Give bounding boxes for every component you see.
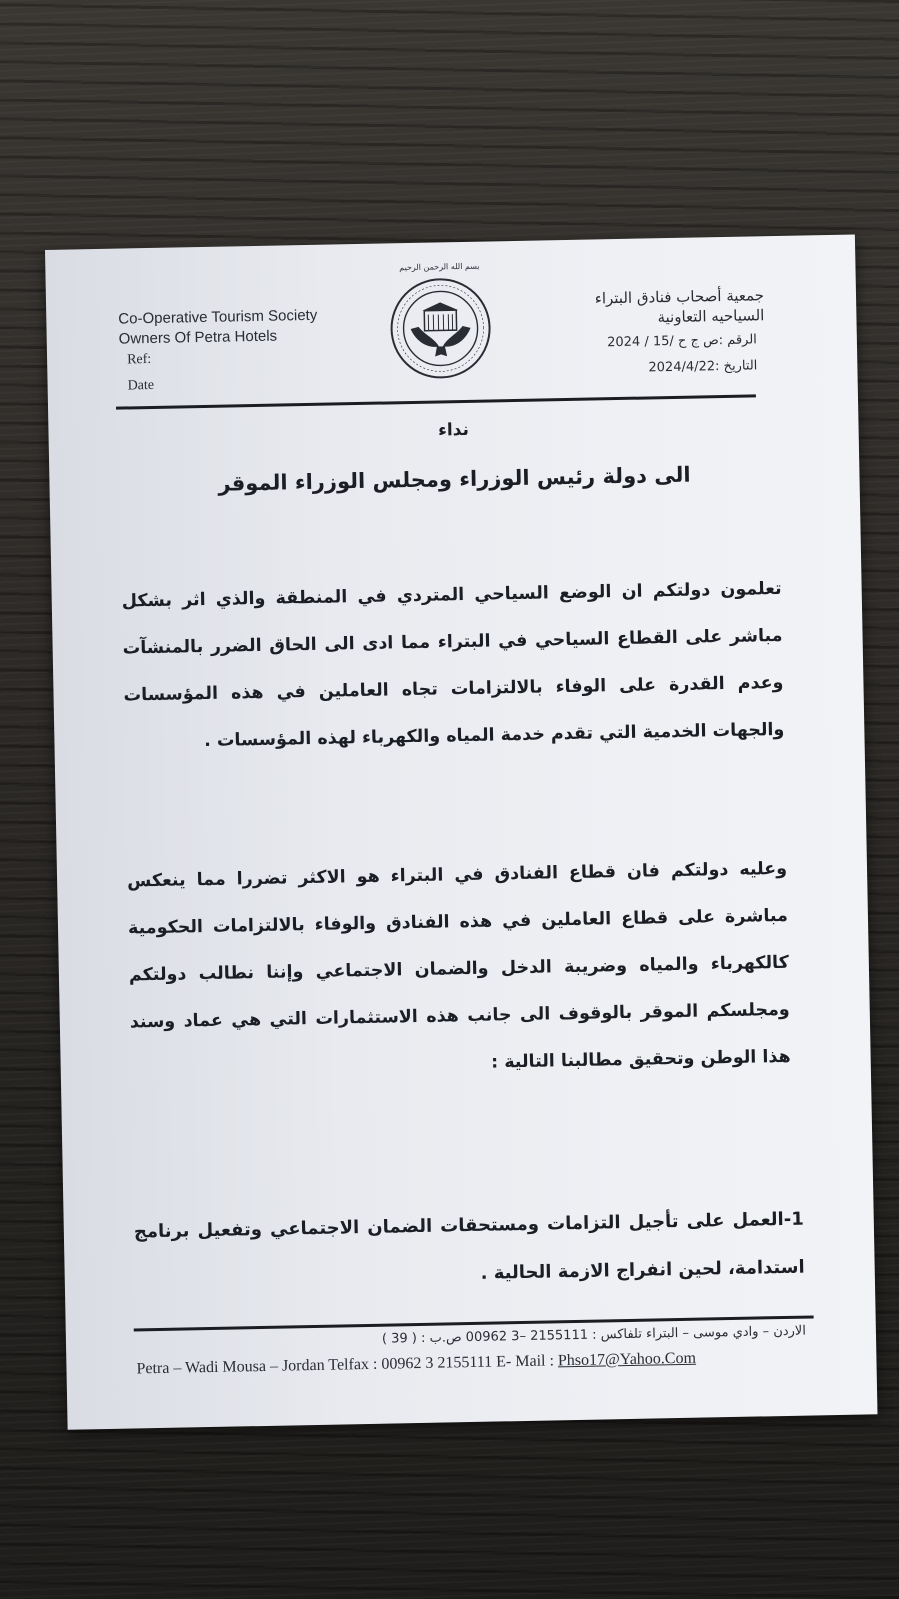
seal-emblem-icon (388, 275, 494, 381)
footer-email: Phso17@Yahoo.Com (557, 1349, 697, 1370)
date-ar: التاريخ :2024/4/22 (648, 358, 758, 376)
org-name-ar-line1: جمعية أصحاب فنادق البتراء (594, 286, 765, 308)
demand-item-1: 1-العمل على تأجيل التزامات ومستحقات الضمان الاجتماعي وتفعيل برنامج استدامة، لحين انفراج الازمة الحالية . (133, 1208, 805, 1284)
date-label-en: Date (127, 377, 155, 394)
letter-page (45, 234, 878, 1429)
footer-address-ar: الاردن – وادي موسى – البتراء تلفاكس : 2155111 –3 00962 ص.ب : ( 39 ) (381, 1323, 807, 1347)
ref-label-en: Ref: (126, 351, 152, 368)
society-seal-logo (380, 261, 500, 393)
footer-address-en (136, 1350, 696, 1379)
letter-subtitle: الى دولة رئيس الوزراء ومجلس الوزراء الموقر (218, 462, 691, 496)
ref-number-ar: الرقم :ص ج ح /15 / 2024 (607, 332, 758, 351)
letter-title: نداء (437, 419, 470, 441)
body-paragraph-1: تعلمون دولتكم ان الوضع السياحي المتردي في المنطقة والذي اثر بشكل مباشر على القطاع السياحي في البتراء مما ادى الى الحاق الضرر بالمنشآت وعدم القدرة على الوفاء بالالتزامات تجاه العاملين في هذه المؤسسات والجهات الخدمية التي تقدم خدمة المياه والكهرباء لهذه المؤسسات . (121, 578, 785, 752)
org-name-en-line2: Owners Of Petra Hotels (118, 327, 278, 348)
body-paragraph-2: وعليه دولتكم فان قطاع الفنادق في البتراء هو الاكثر تضررا مما ينعكس مباشرة على قطاع العاملين في هذه الفنادق والوفاء بالالتزامات الحكومية كالكهرباء والمياه وضريبة الدخل والضمان الاجتماعي وإننا نطالب دولتكم ومجلسكم الموقر بالوقوف الى جانب هذه الاستثمارات التي هي عماد وسند هذا الوطن وتحقيق مطالبنا التالية : (126, 858, 791, 1073)
footer-contact-en: Petra – Wadi Mousa – Jordan Telfax : 00962 3 2155111 E- Mail : (136, 1352, 559, 1378)
header-divider (116, 394, 756, 409)
org-name-en-line1: Co-Operative Tourism Society (118, 306, 318, 328)
org-name-ar-line2: السياحيه التعاونية (657, 306, 765, 327)
basmala: بسم الله الرحمن الرحيم (399, 261, 480, 273)
